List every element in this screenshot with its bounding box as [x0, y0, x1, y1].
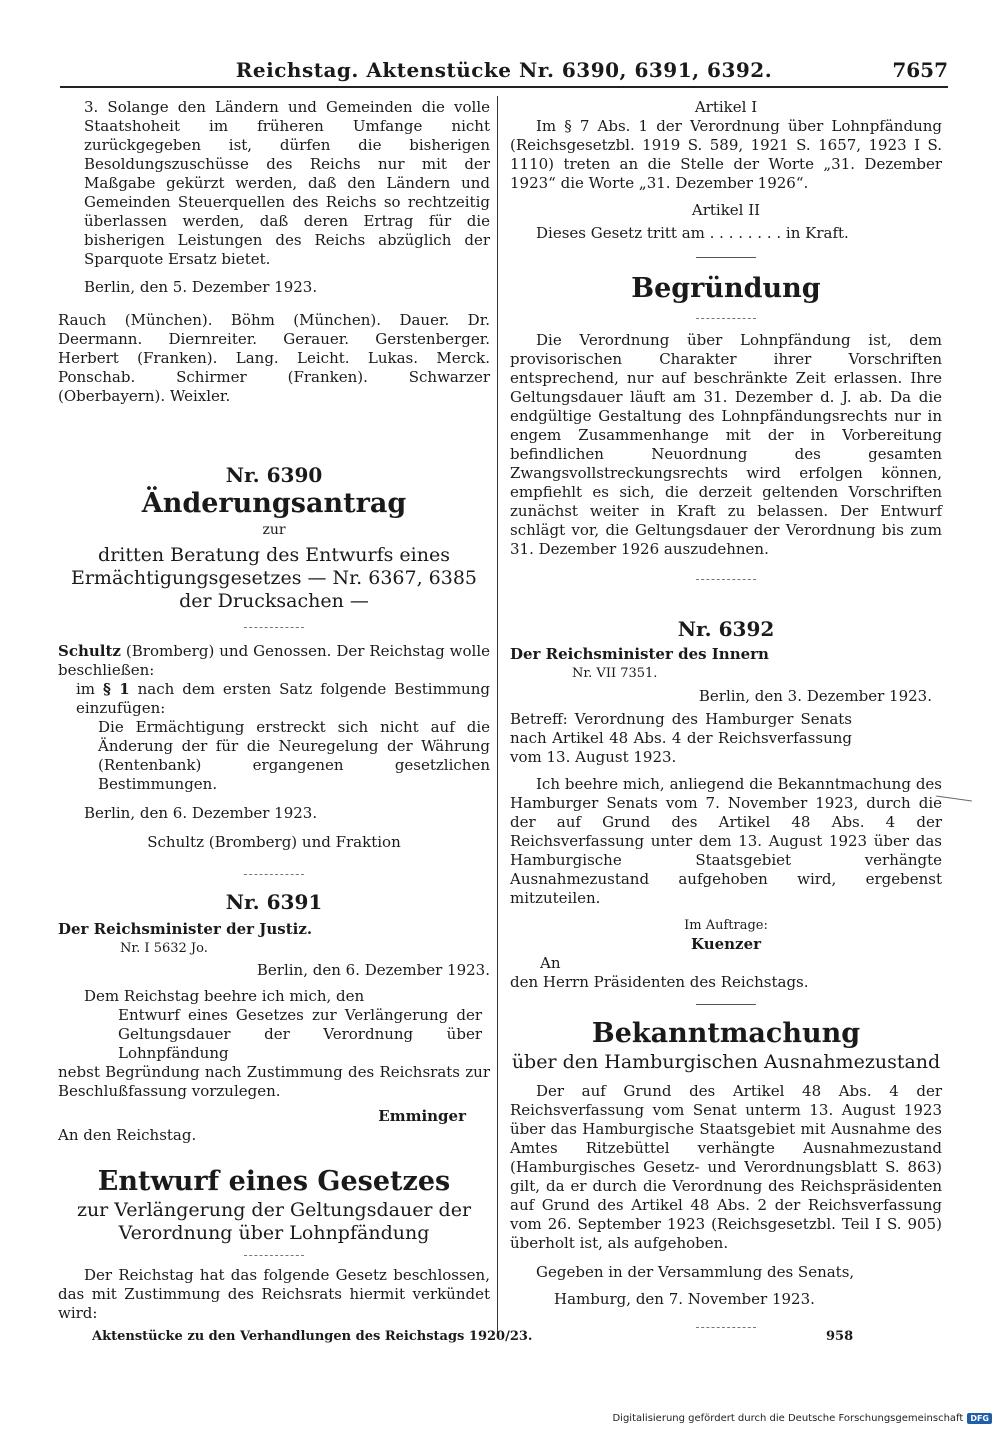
- sheet-number: 958: [826, 1329, 854, 1344]
- right-column: [510, 98, 942, 1346]
- reference-justiz: Nr. I 5632 Jo.: [120, 941, 208, 956]
- kuenzer-signature: Kuenzer: [690, 935, 762, 953]
- date-line: Berlin, den 5. Dezember 1923.: [84, 278, 318, 296]
- enactment-clause: Der Reichstag hat das folgende Gesetz beschlossen, das mit Zustimmung des Reichsrats hiermit verkündet wird:: [58, 1266, 490, 1322]
- paragraph-ref: § 1: [102, 680, 130, 698]
- left-column: [58, 98, 490, 1323]
- document-number-6392: Nr. 6392: [677, 617, 775, 641]
- artikel-2-text: Dieses Gesetz tritt am . . . . . . . . in Kraft.: [536, 224, 849, 242]
- paragraph-instruction-text: nach dem ersten Satz folgende Bestimmung einzufügen:: [76, 680, 490, 717]
- page-header: [60, 58, 948, 88]
- separator: [696, 1327, 756, 1328]
- artikel-2-heading: Artikel II: [691, 201, 761, 219]
- begruendung-text: Die Verordnung über Lohnpfändung ist, dem provisorischen Charakter ihrer Vorschriften entsprechend, nur auf beschränkte Zeit erlassen. Ihre Geltungsdauer läuft am 31. Dezember d. J. ab. Da die endgültige Gestaltung des Lohnpfändungsrechts nur in engem Zusammenhange mit der in Vorbereitung befindlichen Neuordnung des gesamten Zwangsvollstreckungsrechts wird erfolgen können, empfiehlt es sich, die derzeit geltenden Vorschriften zunächst weiter in Kraft zu belassen. Der Entwurf schlägt vor, die Geltungsdauer der Verordnung bis zum 31. Dezember 1926 auszudehnen.: [510, 331, 942, 558]
- minister-justiz: Der Reichsminister der Justiz.: [58, 920, 313, 938]
- artikel-1-text: Im § 7 Abs. 1 der Verordnung über Lohnpfändung (Reichsgesetzbl. 1919 S. 589, 1921 S. 1657, 1923 I S. 1110) treten an die Stelle der Worte „31. Dezember 1923“ die Worte „31. Dezember 1926“.: [510, 117, 942, 192]
- credit-text: Digitalisierung gefördert durch die Deutsche Forschungsgemeinschaft: [612, 1413, 964, 1424]
- page-number: 7657: [892, 58, 948, 82]
- separator: [696, 257, 756, 258]
- separator: [244, 627, 304, 628]
- footer-source: Aktenstücke zu den Verhandlungen des Reichstags 1920/23.: [92, 1329, 533, 1344]
- schultz-motion-text: (Bromberg) und Genossen. Der Reichstag wolle beschließen:: [58, 642, 490, 679]
- hamburg-date: Hamburg, den 7. November 1923.: [554, 1290, 815, 1308]
- an-den-reichstag: An den Reichstag.: [58, 1126, 197, 1144]
- schultz-name: Schultz: [58, 642, 121, 660]
- item-3-paragraph: 3. Solange den Ländern und Gemeinden die volle Staatshoheit im früheren Umfange nicht zurückgegeben ist, dürfen die bisherigen Besoldungszuschüsse des Reichs nur mit der Maßgabe gekürzt werden, daß den Ländern und Gemeinden Steuerquellen des Reichs so rechtzeitig überlassen werden, daß deren Ertrag für die bisherigen Leistungen des Reichs abzüglich der Sparquote Ersatz bietet.: [84, 98, 490, 268]
- separator: [696, 1004, 756, 1005]
- antrag-title: Änderungsantrag: [141, 488, 407, 519]
- dem-reichstag-text: Dem Reichstag beehre ich mich, den: [84, 987, 365, 1005]
- ermaechtigung-text: Die Ermächtigung erstreckt sich nicht auf die Änderung der für die Neuregelung der Währung (Rentenbank) ergangenen gesetzlichen Bestimmungen.: [98, 718, 490, 793]
- document-number-6390: Nr. 6390: [225, 463, 323, 487]
- an-line: An: [540, 954, 561, 972]
- emminger-signature: Emminger: [378, 1107, 466, 1125]
- column-divider: [497, 96, 498, 1334]
- running-title: Reichstag. Aktenstücke Nr. 6390, 6391, 6392.: [235, 58, 773, 82]
- separator: [696, 579, 756, 580]
- antrag-subtitle: dritten Beratung des Entwurfs eines Ermächtigungsgesetzes — Nr. 6367, 6385 der Drucksachen —: [70, 544, 478, 612]
- begruendung-title: Begründung: [631, 273, 821, 304]
- signers-list: Rauch (München). Böhm (München). Dauer. Dr. Deermann. Diernreiter. Gerauer. Gerstenberger. Herbert (Franken). Lang. Leicht. Lukas. Merck. Ponschab. Schirmer (Franken). Schwarzer (Oberbayern). Weixler.: [58, 311, 490, 405]
- bekanntmachung-text: Der auf Grund des Artikel 48 Abs. 4 der Reichsverfassung vom Senat unterm 13. August 1923 über das Hamburgische Staatsgebiet mit Ausnahme des Amtes Ritzebüttel verhängte Ausnahmezustand (Hamburgisches Gesetz- und Verordnungsblatt S. 863) gilt, da er durch die Verordnung des Reichspräsidenten auf Grund des Artikel 48 Abs. 2 der Reichsverfassung vom 26. September 1923 (Reichsgesetzbl. Teil I S. 905) überholt ist, als aufgehoben.: [510, 1082, 942, 1252]
- separator: [244, 1255, 304, 1256]
- antrag-zur: zur: [262, 522, 286, 538]
- date-line: Berlin, den 3. Dezember 1923.: [698, 687, 932, 705]
- artikel-1-heading: Artikel I: [694, 98, 758, 116]
- nebst-text: nebst Begründung nach Zustimmung des Reichsrats zur Beschlußfassung vorzulegen.: [58, 1063, 490, 1100]
- schultz-motion: [58, 642, 490, 680]
- schultz-signature: Schultz (Bromberg) und Fraktion: [147, 833, 401, 851]
- bekanntmachung-title: Bekanntmachung: [591, 1018, 861, 1049]
- gegeben-line: Gegeben in der Versammlung des Senats,: [536, 1263, 855, 1281]
- recipient-line: den Herrn Präsidenten des Reichstags.: [510, 973, 809, 991]
- entwurf-title: Entwurf eines Gesetzes: [97, 1166, 451, 1197]
- ich-beehre-text: Ich beehre mich, anliegend die Bekanntmachung des Hamburger Senats vom 7. November 1923, durch die der auf Grund des Artikel 48 Abs. 4 der Reichsverfassung unter dem 13. August 1923 über das Hamburgische Staatsgebiet verhängte Ausnahmezustand aufgehoben wird, ergebenst mitzuteilen.: [510, 775, 942, 907]
- entwurf-reference: Entwurf eines Gesetzes zur Verlängerung der Geltungsdauer der Verordnung über Lohnpfändung: [118, 1006, 482, 1062]
- date-line: Berlin, den 6. Dezember 1923.: [84, 804, 318, 822]
- minister-innern: Der Reichsminister des Innern: [510, 645, 769, 663]
- paragraph-instruction: [58, 680, 490, 718]
- im-text: im: [76, 680, 96, 698]
- separator: [696, 318, 756, 319]
- document-number-6391: Nr. 6391: [225, 890, 323, 914]
- dfg-logo-icon: DFG: [967, 1413, 992, 1424]
- separator: [244, 874, 304, 875]
- entwurf-subtitle: zur Verlängerung der Geltungsdauer der Verordnung über Lohnpfändung: [76, 1199, 472, 1244]
- betreff-line: Betreff: Verordnung des Hamburger Senats nach Artikel 48 Abs. 4 der Reichsverfassung vom 13. August 1923.: [510, 710, 852, 766]
- bekanntmachung-subtitle: über den Hamburgischen Ausnahmezustand: [511, 1051, 941, 1073]
- date-line: Berlin, den 6. Dezember 1923.: [256, 961, 490, 979]
- im-auftrage: Im Auftrage:: [684, 918, 768, 933]
- digitization-credit: [612, 1413, 992, 1424]
- reference-innern: Nr. VII 7351.: [572, 666, 658, 681]
